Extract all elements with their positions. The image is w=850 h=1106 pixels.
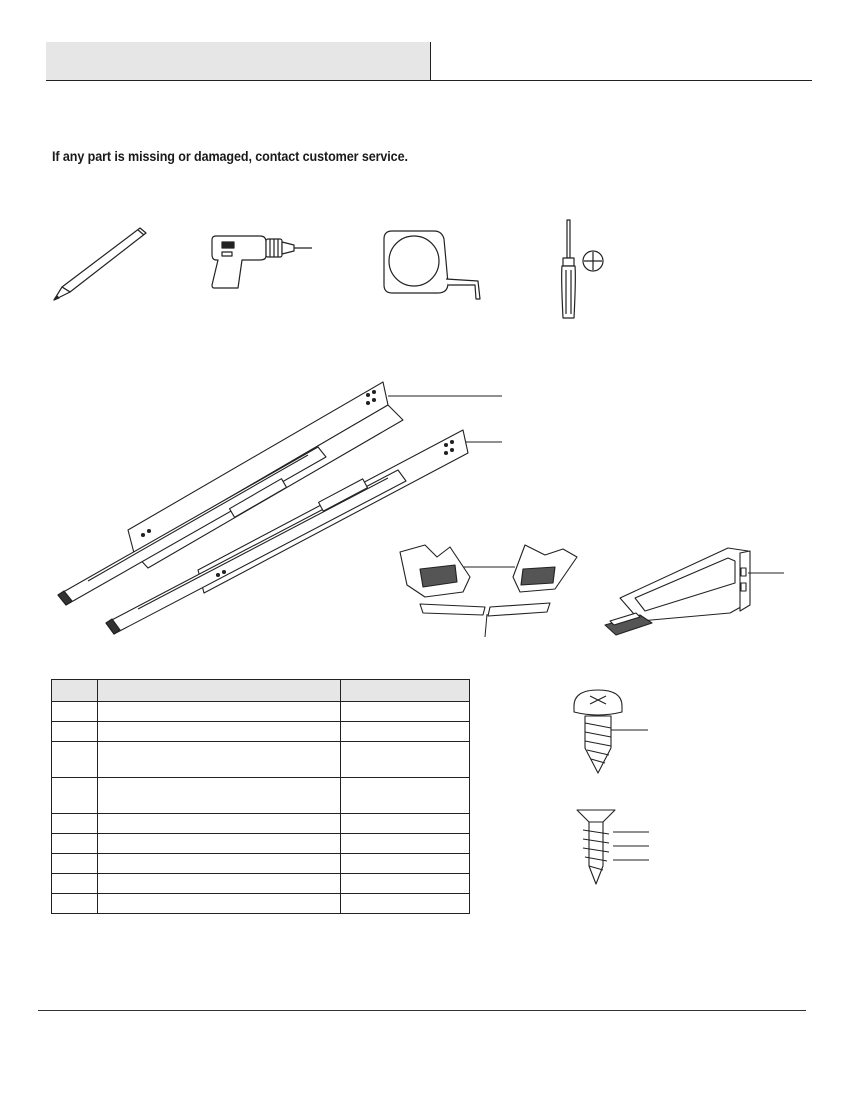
pan-head-screw-illustration: [568, 688, 653, 778]
description-cell: [97, 854, 340, 874]
part-id-cell: [52, 702, 98, 722]
description-cell: [97, 778, 340, 814]
table-row: [52, 834, 470, 854]
tape-measure-icon: [378, 225, 488, 300]
description-cell: [97, 874, 340, 894]
description-cell: [97, 834, 340, 854]
table-row: [52, 854, 470, 874]
section-header-box: [46, 42, 431, 81]
quantity-cell: [341, 702, 470, 722]
missing-parts-notice: If any part is missing or damaged, contact customer service.: [52, 149, 408, 164]
description-cell: [97, 814, 340, 834]
quantity-cell: [341, 722, 470, 742]
description-cell: [97, 742, 340, 778]
table-row: [52, 874, 470, 894]
part-id-header: [52, 680, 98, 702]
quantity-cell: [341, 874, 470, 894]
part-id-cell: [52, 834, 98, 854]
part-id-cell: [52, 778, 98, 814]
locking-device-pair-illustration: [395, 537, 585, 642]
quantity-cell: [341, 854, 470, 874]
flat-head-screw-illustration: [575, 808, 655, 888]
part-id-cell: [52, 814, 98, 834]
part-id-cell: [52, 894, 98, 914]
description-cell: [97, 702, 340, 722]
quantity-cell: [341, 778, 470, 814]
part-id-cell: [52, 874, 98, 894]
part-id-cell: [52, 854, 98, 874]
phillips-screwdriver-icon: [552, 218, 612, 323]
section-header-rule: [46, 80, 812, 81]
power-drill-icon: [208, 230, 318, 295]
pencil-icon: [48, 222, 158, 307]
table-row: [52, 778, 470, 814]
table-row: [52, 894, 470, 914]
part-id-cell: [52, 742, 98, 778]
table-row: [52, 742, 470, 778]
quantity-cell: [341, 834, 470, 854]
table-row: [52, 722, 470, 742]
rear-bracket-illustration: [600, 543, 785, 643]
quantity-cell: [341, 894, 470, 914]
description-header: [97, 680, 340, 702]
table-header-row: [52, 680, 470, 702]
quantity-cell: [341, 814, 470, 834]
table-row: [52, 702, 470, 722]
parts-table: [51, 679, 470, 914]
quantity-cell: [341, 742, 470, 778]
part-id-cell: [52, 722, 98, 742]
quantity-header: [341, 680, 470, 702]
description-cell: [97, 722, 340, 742]
footer-rule: [38, 1010, 806, 1011]
table-row: [52, 814, 470, 834]
description-cell: [97, 894, 340, 914]
